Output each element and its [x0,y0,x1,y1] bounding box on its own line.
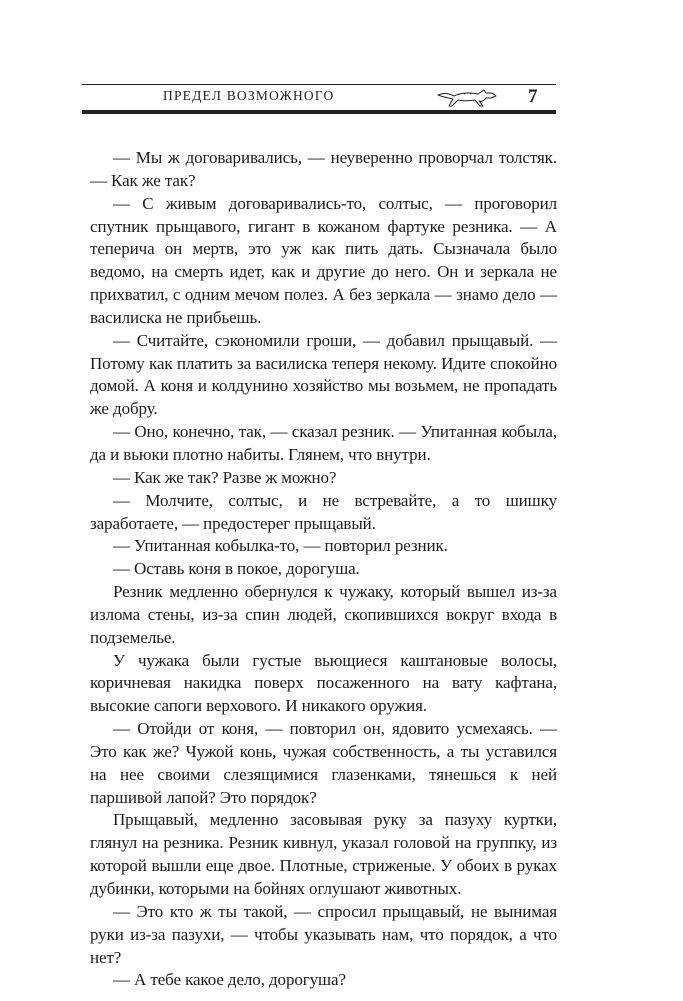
paragraph: Прыщавый, медленно засовывая руку за пазуху куртки, глянул на резника. Резник кивнул, указал головой на группку, из которой вышли еще двое. Плотные, стриженые. У обоих в руках дубинки, которыми на бойнях оглушают животных. [90,810,557,898]
paragraph: — Упитанная кобылка-то, — повторил резник. [113,536,448,556]
wolf-icon [436,86,498,108]
header-rule-bottom [82,110,556,114]
paragraph: — Мы ж договаривались, — неуверенно проворчал толстяк. — Как же так? [90,148,557,190]
paragraph: — С живым договаривались-то, солтыс, — проговорил спутник прыщавого, гигант в кожаном фартуке резника. — А теперича он мертв, это уж как пить дать. Сызначала было ведомо, на смерть идет, как и другие до него. Он и зеркала не прихватил, с одним мечом полез. А без зеркала — знамо дело — василиска не прибьешь. [90,193,557,327]
paragraph: — Молчите, солтыс, и не встревайте, а то шишку заработаете, — предостерег прыщавый. [90,490,557,533]
paragraph: — Отойди от коня, — повторил он, ядовито усмехаясь. — Это как же? Чужой конь, чужая собственность, а ты уставился на нее своими слезящимися глазенками, тянешься к ней паршивой лапой? Это порядок? [90,719,557,807]
page-number: 7 [528,86,538,107]
paragraph: У чужака были густые вьющиеся каштановые волосы, коричневая накидка поверх посаженного на вату кафтана, высокие сапоги верхового. И никакого оружия. [90,650,557,716]
paragraph: — Как же так? Разве ж можно? [113,467,337,487]
paragraph: — Оставь коня в покое, дорогуша. [113,559,360,579]
paragraph: — Это кто ж ты такой, — спросил прыщавый, не вынимая руки из-за пазухи, — чтобы указывать нам, что порядок, а что нет? [90,901,557,967]
running-title: ПРЕДЕЛ ВОЗМОЖНОГО [163,88,335,103]
paragraph: Резник медленно обернулся к чужаку, который вышел из-за излома стены, из-за спин людей, скопившихся вокруг входа в подземелье. [90,582,557,647]
paragraph: — Оно, конечно, так, — сказал резник. — Упитанная кобыла, да и вьюки плотно набиты. Глянем, что внутри. [90,422,557,464]
header-rule-top [82,84,556,85]
text-body [90,147,557,992]
paragraph: — Считайте, сэкономили гроши, — добавил прыщавый. — Потому как платить за василиска теперя некому. Идите спокойно домой. А коня и колдунино хозяйство мы возьмем, не пропадать же добру. [90,330,557,419]
paragraph: — А тебе какое дело, дорогуша? [113,970,346,990]
